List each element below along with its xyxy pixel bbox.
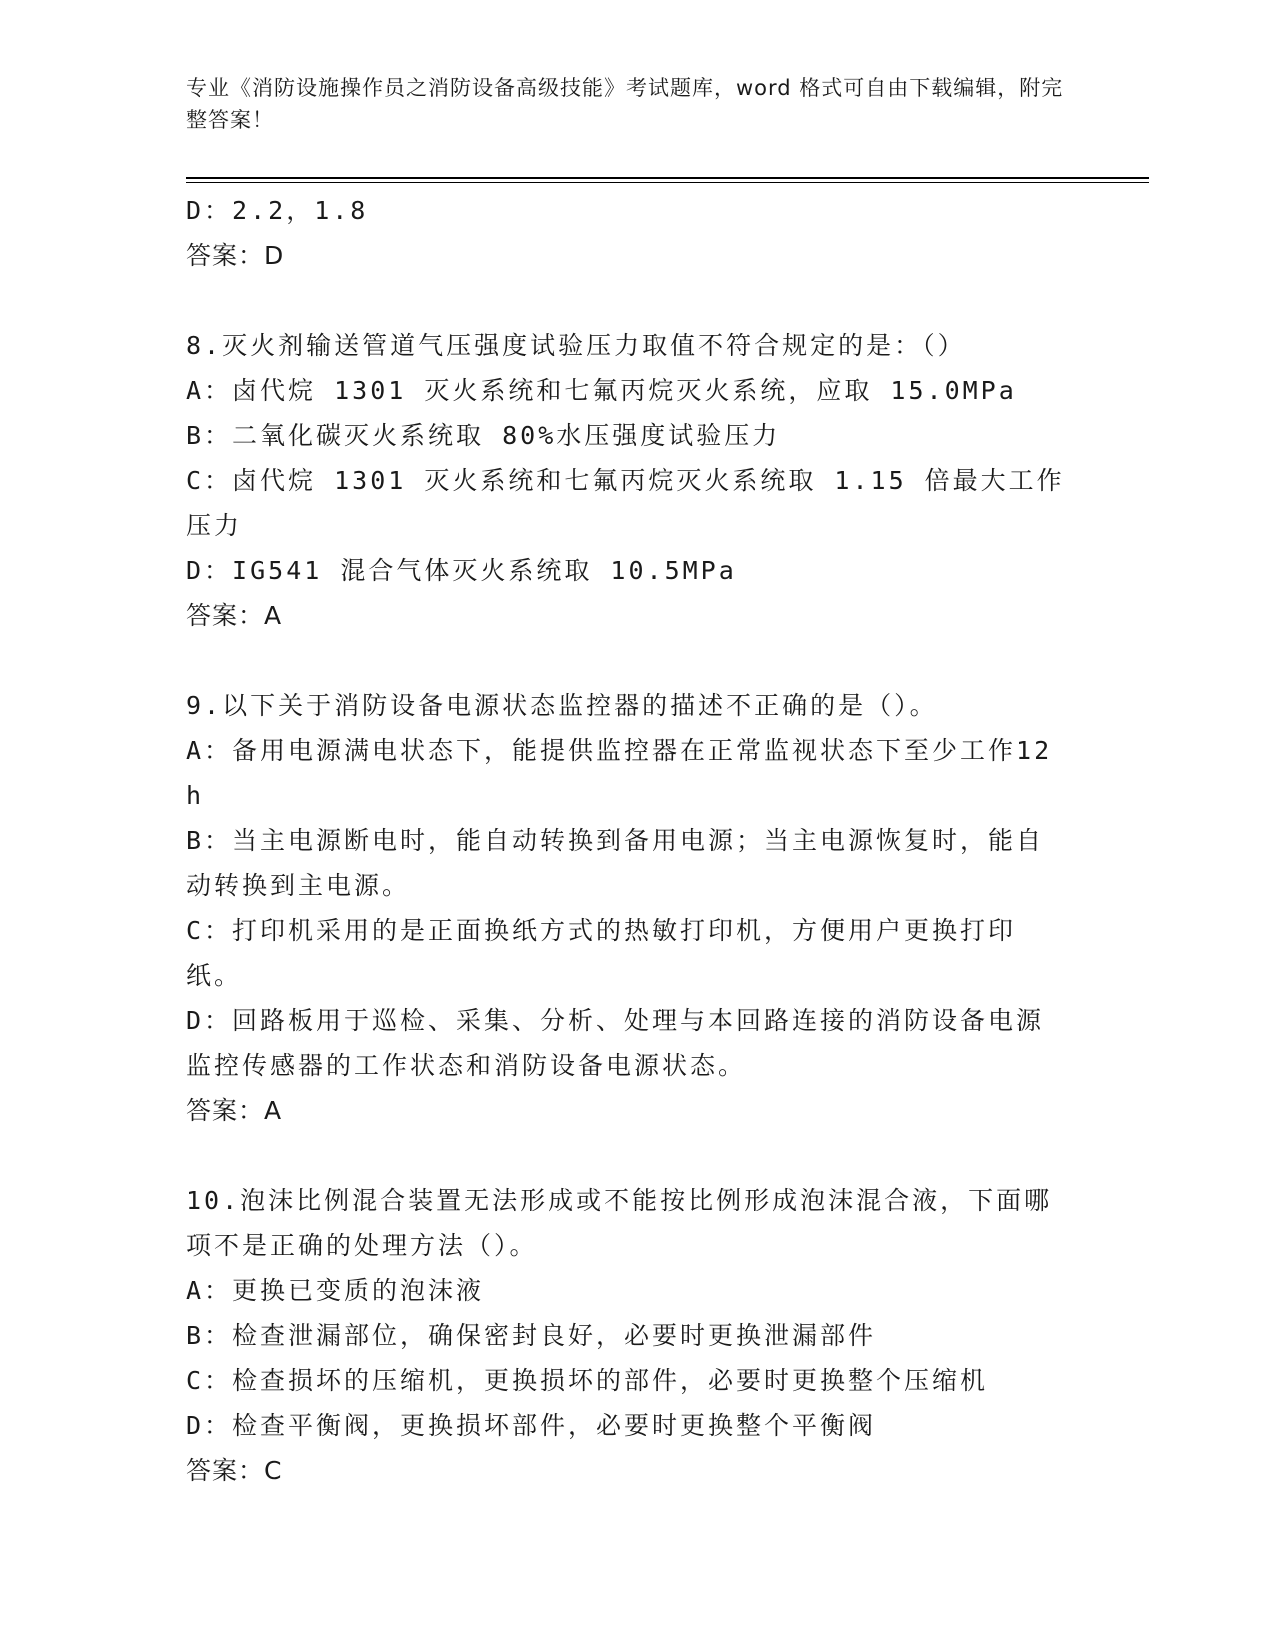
answer: 答案：C: [186, 1456, 283, 1485]
header-rule-thin: [186, 182, 1149, 183]
question-9: [186, 683, 1066, 1133]
question-10: [186, 1178, 1066, 1493]
option-b: B：检查泄漏部位，确保密封良好，必要时更换泄漏部件: [186, 1321, 877, 1350]
spacer: [186, 278, 1066, 323]
header-rule-thick: [186, 177, 1149, 179]
option-d: D：回路板用于巡检、采集、分析、处理与本回路连接的消防设备电源监控传感器的工作状态和消防设备电源状态。: [186, 1006, 1045, 1080]
answer: 答案：A: [186, 1096, 283, 1125]
question-stem: 9.以下关于消防设备电源状态监控器的描述不正确的是（）。: [186, 691, 938, 720]
option-c: C：卤代烷 1301 灭火系统和七氟丙烷灭火系统取 1.15 倍最大工作压力: [186, 466, 1065, 540]
option-b: B：二氧化碳灭火系统取 80%水压强度试验压力: [186, 421, 781, 450]
option-b: B：当主电源断电时，能自动转换到备用电源；当主电源恢复时，能自动转换到主电源。: [186, 826, 1045, 900]
option-d: D：IG541 混合气体灭火系统取 10.5MPa: [186, 556, 737, 585]
option-d: D：检查平衡阀，更换损坏部件，必要时更换整个平衡阀: [186, 1411, 877, 1440]
option-c: C：打印机采用的是正面换纸方式的热敏打印机，方便用户更换打印纸。: [186, 916, 1017, 990]
option-a: A：更换已变质的泡沫液: [186, 1276, 485, 1305]
answer: 答案：A: [186, 601, 283, 630]
question-8: [186, 323, 1066, 638]
option-a: A：备用电源满电状态下，能提供监控器在正常监视状态下至少工作12h: [186, 736, 1053, 810]
option-c: C：检查损坏的压缩机，更换损坏的部件，必要时更换整个压缩机: [186, 1366, 989, 1395]
question-content: [186, 188, 1066, 1493]
prev-option-d: D：2.2，1.8: [186, 196, 369, 225]
question-stem: 10.泡沫比例混合装置无法形成或不能按比例形成泡沫混合液，下面哪项不是正确的处理方法（）。: [186, 1186, 1053, 1260]
spacer: [186, 638, 1066, 683]
prev-answer: 答案：D: [186, 241, 285, 270]
page-header: 专业《消防设施操作员之消防设备高级技能》考试题库，word 格式可自由下载编辑，附完整答案！: [186, 76, 1064, 132]
question-stem: 8.灭火剂输送管道气压强度试验压力取值不符合规定的是：（）: [186, 331, 966, 360]
spacer: [186, 1133, 1066, 1178]
option-a: A：卤代烷 1301 灭火系统和七氟丙烷灭火系统，应取 15.0MPa: [186, 376, 1017, 405]
